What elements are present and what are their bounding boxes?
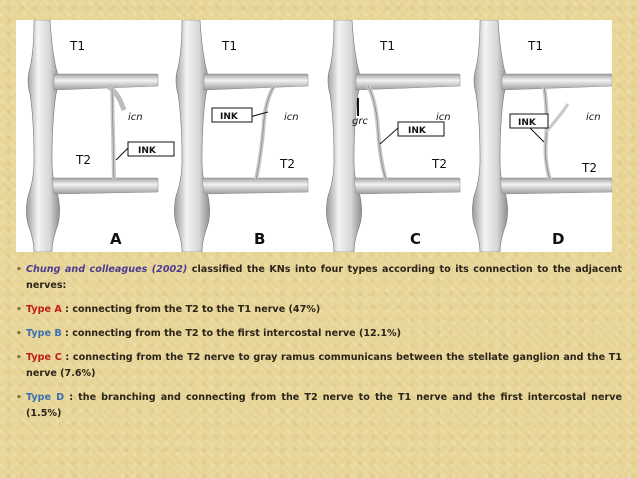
- panel-a: [26, 20, 174, 252]
- panel-a-letter: A: [110, 230, 122, 248]
- panel-c-t2-label: T2: [432, 157, 447, 171]
- bullet-type-a-text: : connecting from the T2 to the T1 nerve (47%): [61, 304, 321, 315]
- panel-d-t1-label: T1: [528, 39, 543, 53]
- panel-d-icn-label: icn: [586, 112, 601, 123]
- bullet-type-a: [16, 302, 622, 318]
- bullet-type-d-lead: Type D: [26, 392, 65, 403]
- panel-b-t2-label: T2: [280, 157, 295, 171]
- panel-b-t1-label: T1: [222, 39, 237, 53]
- panel-c-letter: C: [410, 230, 422, 248]
- panel-d-letter: D: [552, 230, 565, 248]
- panel-c-ink-label: INK: [408, 126, 426, 136]
- panel-b: [174, 20, 308, 252]
- bullet-intro-lead: Chung and colleagues (2002): [26, 264, 188, 275]
- bullet-type-b-lead: Type B: [26, 328, 62, 339]
- kn-type-list: [16, 262, 622, 430]
- panel-a-t2-label: T2: [76, 153, 91, 167]
- panel-a-t1-label: T1: [70, 39, 85, 53]
- panel-c-grc-label: grc: [352, 116, 368, 127]
- panel-d-t2-label: T2: [582, 161, 597, 175]
- panel-c-t1-label: T1: [380, 39, 395, 53]
- panel-d: [472, 20, 612, 252]
- bullet-type-a-lead: Type A: [26, 304, 62, 315]
- panel-c: [326, 20, 460, 252]
- bullet-type-c-text: : connecting from the T2 nerve to gray ramus communicans between the stellate ganglion and the T1 nerve (7.6%): [26, 352, 622, 379]
- panel-b-letter: B: [254, 230, 266, 248]
- panel-b-icn-label: icn: [284, 112, 299, 123]
- nerve-diagram-svg: [16, 20, 612, 252]
- panel-a-ink-label: INK: [138, 146, 156, 156]
- nerve-diagram-figure: [16, 20, 612, 252]
- bullet-intro-text: classified the KNs into four types according to its connection to the adjacent nerves:: [26, 264, 623, 291]
- panel-d-ink-label: INK: [518, 118, 536, 128]
- bullet-type-d-text: : the branching and connecting from the T2 nerve to the T1 nerve and the first intercostal nerve (1.5%): [26, 392, 622, 419]
- bullet-type-c-lead: Type C: [26, 352, 62, 363]
- bullet-type-c: [16, 350, 622, 382]
- bullet-type-b-text: : connecting from the T2 to the first intercostal nerve (12.1%): [61, 328, 402, 339]
- panel-a-icn-label: icn: [128, 112, 143, 123]
- bullet-type-d: [16, 390, 622, 422]
- panel-c-icn-label: icn: [436, 112, 451, 123]
- bullet-type-b: [16, 326, 622, 342]
- panel-b-ink-label: INK: [220, 112, 238, 122]
- bullet-intro: [16, 262, 622, 294]
